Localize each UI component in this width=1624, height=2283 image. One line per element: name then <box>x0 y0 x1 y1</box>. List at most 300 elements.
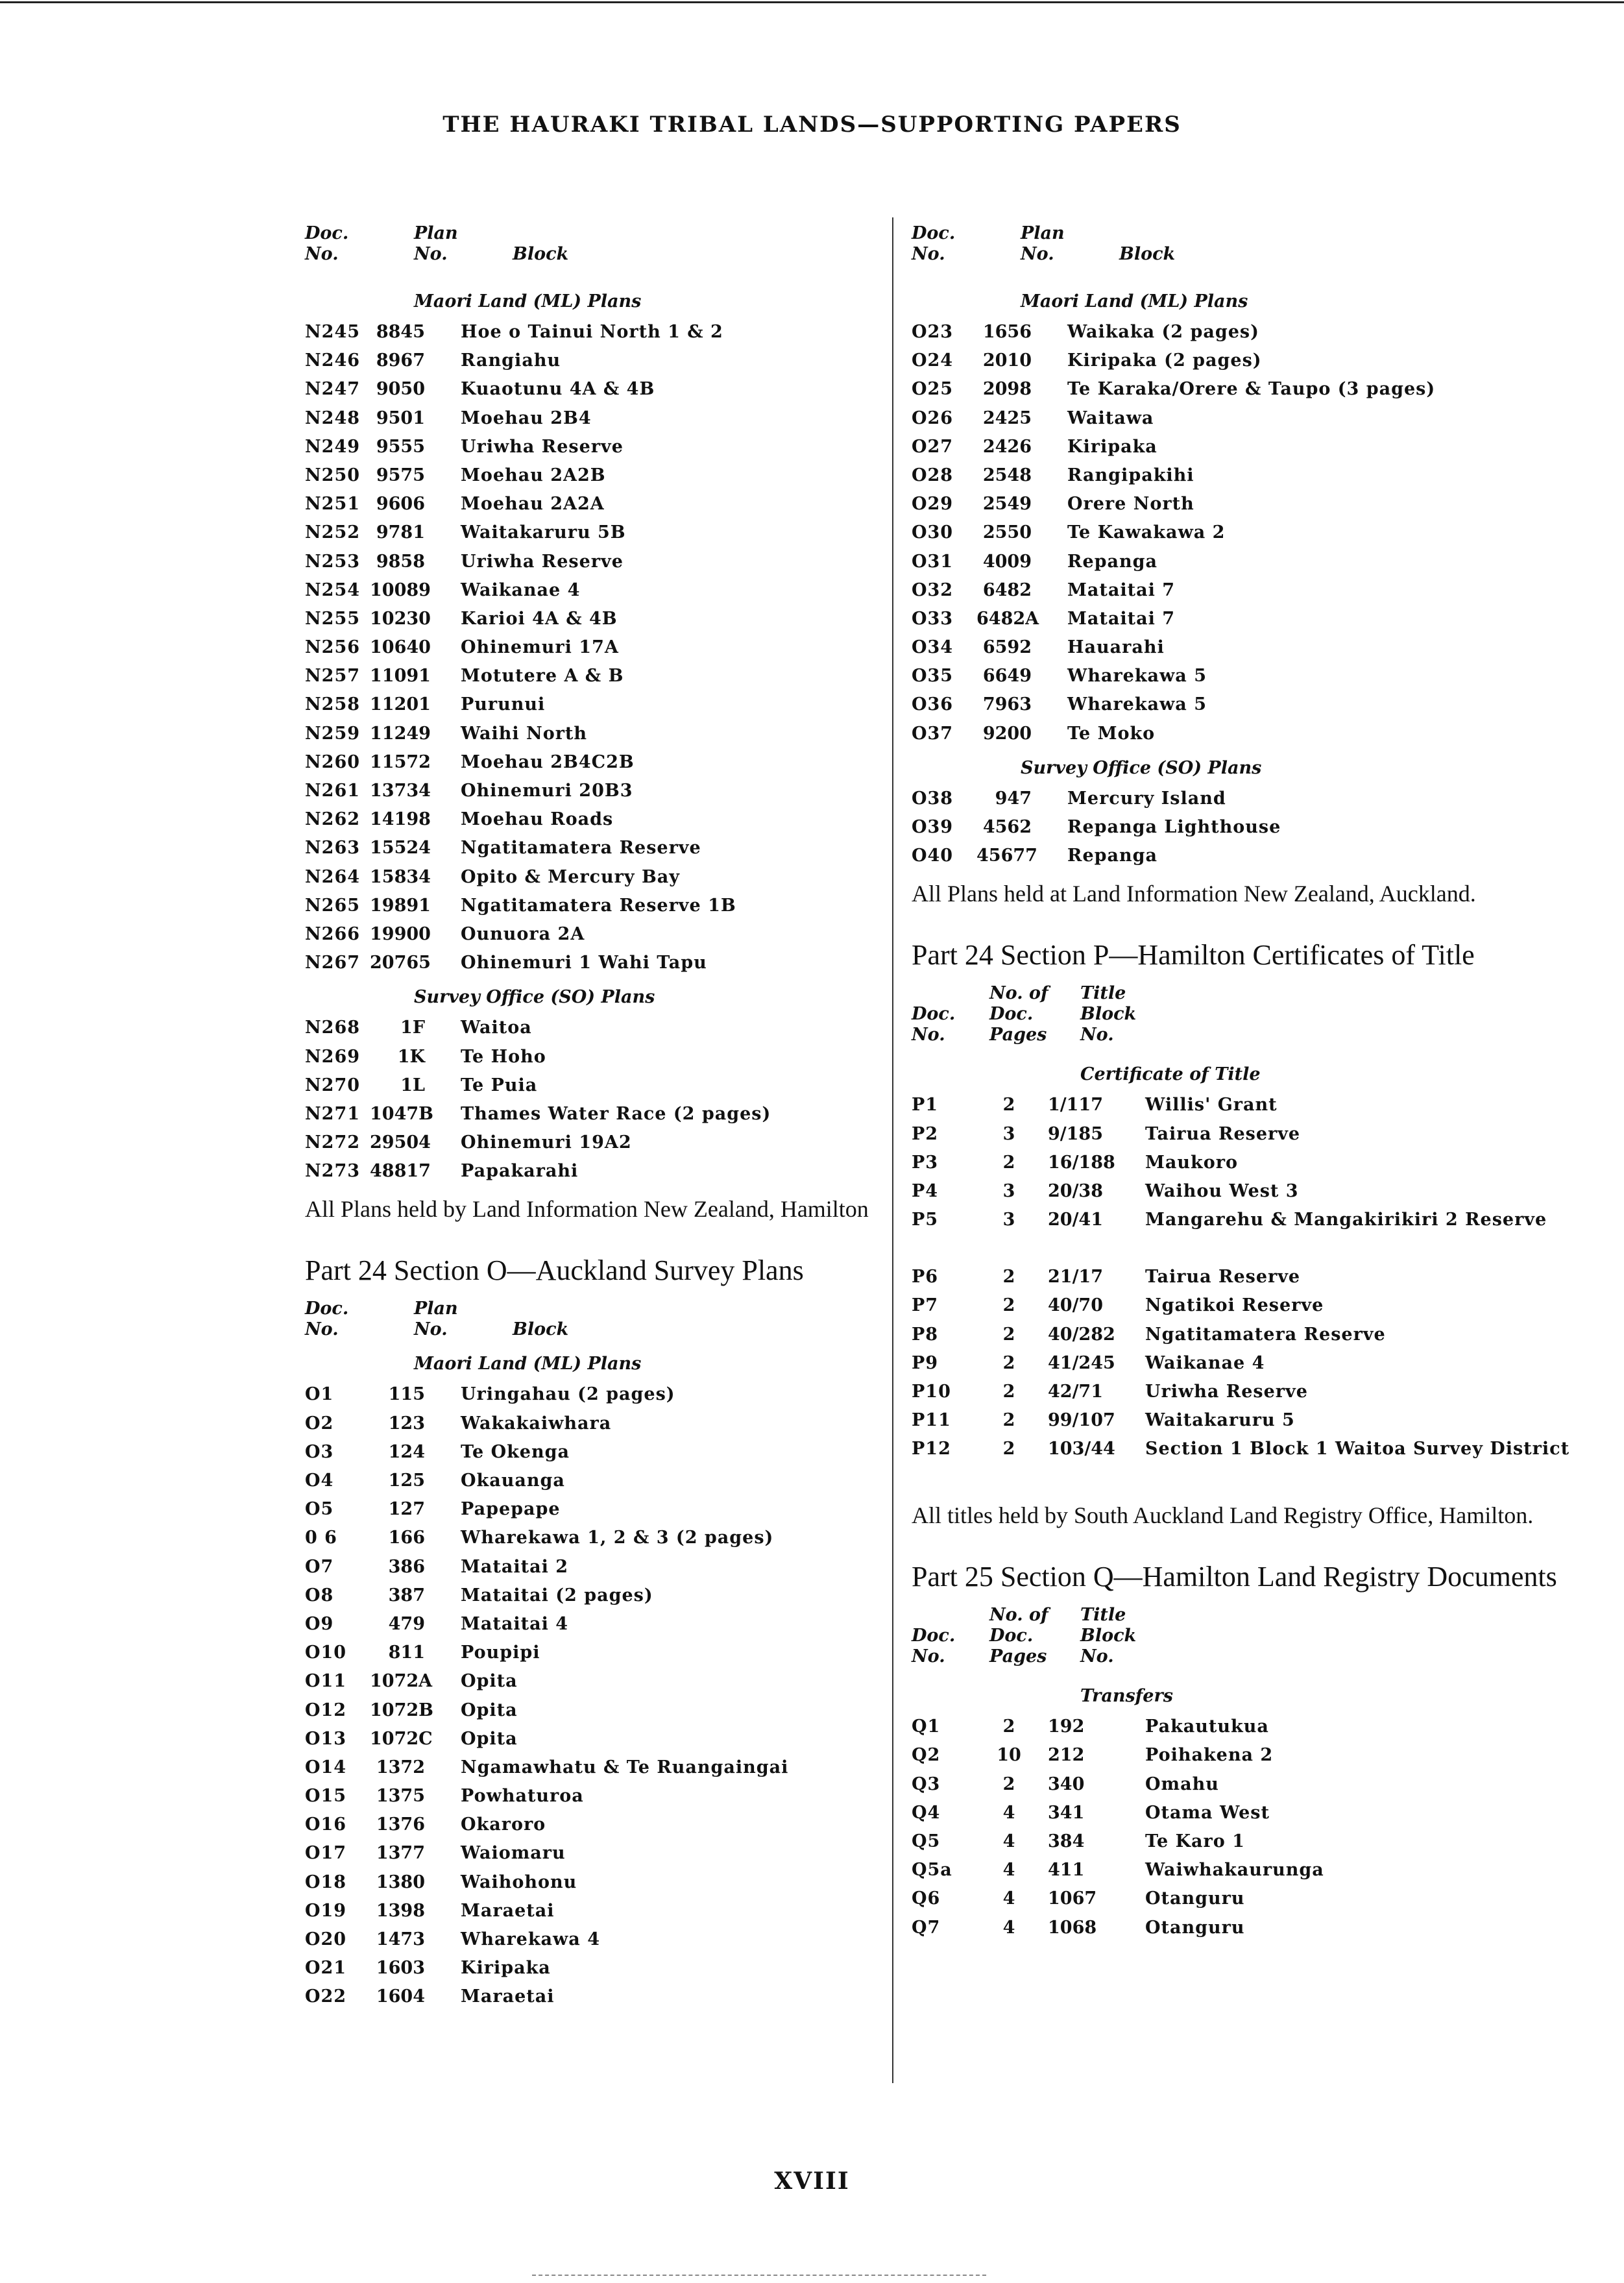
page-count: 2 <box>1002 1295 1015 1316</box>
plan-number: 9555 <box>376 436 425 457</box>
table-row <box>912 1349 1573 1378</box>
block-name: Te Puia <box>461 1075 538 1095</box>
table-row <box>305 1811 889 1839</box>
block-name: Mataitai 7 <box>1067 608 1176 629</box>
table-row <box>305 490 889 519</box>
block-name: Opita <box>461 1728 518 1749</box>
plan-number: 387 <box>388 1585 425 1605</box>
block-name: Moehau Roads <box>461 809 614 830</box>
table-row <box>305 318 889 347</box>
plan-number: 1603 <box>376 1958 425 1979</box>
table-row <box>305 1071 889 1100</box>
table-row <box>912 690 1573 719</box>
plan-number: 14198 <box>370 809 431 830</box>
plan-number: 19900 <box>370 923 431 944</box>
title-block-header: Title Block No. <box>1080 983 1137 1045</box>
block-name: Mangarehu & Mangakirikiri 2 Reserve <box>1145 1210 1547 1230</box>
block-name: Otanguru <box>1145 1917 1245 1938</box>
doc-number: O32 <box>912 580 954 600</box>
title-number: 20/41 <box>1048 1210 1104 1230</box>
plan-number: 2550 <box>982 522 1032 543</box>
plan-number: 6482A <box>976 608 1039 629</box>
block-name: Rangipakihi <box>1067 465 1194 485</box>
table-row <box>305 863 889 892</box>
plan-number: 15524 <box>370 838 431 859</box>
doc-number: P12 <box>912 1439 951 1459</box>
page-count: 2 <box>1002 1324 1015 1345</box>
doc-number: O36 <box>912 694 954 715</box>
doc-number: P6 <box>912 1267 939 1288</box>
block-name: Pakautukua <box>1145 1716 1269 1737</box>
block-name: Ngatikoi Reserve <box>1145 1295 1324 1316</box>
block-name: Moehau 2A2A <box>461 494 605 515</box>
doc-number: P7 <box>912 1295 939 1316</box>
doc-number: N266 <box>305 923 361 944</box>
doc-number: O16 <box>305 1814 347 1835</box>
page-count: 4 <box>1002 1888 1015 1909</box>
table-row <box>305 949 889 977</box>
doc-number: Q5 <box>912 1831 941 1851</box>
doc-number: N270 <box>305 1075 361 1095</box>
doc-number: N247 <box>305 379 361 400</box>
doc-number: O22 <box>305 1986 347 2007</box>
doc-number: N254 <box>305 580 361 600</box>
table-row <box>305 347 889 375</box>
block-name: Te Karo 1 <box>1145 1831 1245 1851</box>
plan-number: 20765 <box>370 953 431 973</box>
doc-number: P10 <box>912 1381 951 1402</box>
table-row <box>912 1291 1573 1320</box>
block-name: Ounuora 2A <box>461 923 585 944</box>
table-row <box>305 1014 889 1042</box>
plan-number: 1604 <box>376 1986 425 2007</box>
page-count: 4 <box>1002 1831 1015 1851</box>
o-ml-list-continued <box>912 318 1573 748</box>
table-row <box>912 1149 1573 1177</box>
table-row <box>305 519 889 547</box>
doc-number: N261 <box>305 781 361 801</box>
title-number: 9/185 <box>1048 1123 1104 1144</box>
table-row <box>912 1120 1573 1149</box>
doc-number: N272 <box>305 1132 361 1153</box>
table-row <box>305 1129 889 1157</box>
block-name: Mataitai 2 <box>461 1556 569 1577</box>
plan-number: 9858 <box>376 551 425 572</box>
doc-number: Q7 <box>912 1917 941 1938</box>
table-row <box>305 375 889 404</box>
table-row <box>912 1741 1573 1770</box>
table-row <box>912 720 1573 748</box>
doc-number: O8 <box>305 1585 334 1605</box>
block-name: Moehau 2B4C2B <box>461 751 635 772</box>
page-count: 4 <box>1002 1860 1015 1881</box>
doc-number: O40 <box>912 846 954 866</box>
plan-number: 11572 <box>370 751 431 772</box>
table-row <box>912 1799 1573 1827</box>
doc-number: P1 <box>912 1095 939 1116</box>
plan-number: 9781 <box>376 522 425 543</box>
page-count: 3 <box>1002 1180 1015 1201</box>
block-name: Opita <box>461 1671 518 1692</box>
plan-number: 2426 <box>982 436 1032 457</box>
q-list <box>912 1713 1573 1942</box>
plan-number: 2010 <box>982 350 1032 371</box>
table-row <box>305 1380 889 1409</box>
doc-number: O5 <box>305 1499 334 1520</box>
table-row <box>305 404 889 433</box>
hamilton-plans-note: All Plans held by Land Information New Zealand, Hamilton <box>305 1196 869 1223</box>
table-row <box>912 813 1573 842</box>
block-name: Ngatitamatera Reserve 1B <box>461 895 736 916</box>
plan-no-header: Plan No. <box>414 223 458 264</box>
doc-number: N257 <box>305 666 361 687</box>
block-name: Waihohonu <box>461 1872 577 1892</box>
doc-number: O12 <box>305 1700 347 1720</box>
table-row <box>305 461 889 490</box>
block-name: Ngatitamatera Reserve <box>1145 1324 1386 1345</box>
doc-number: P4 <box>912 1180 939 1201</box>
block-name: Ohinemuri 20B3 <box>461 781 633 801</box>
doc-number: O15 <box>305 1786 347 1807</box>
block-name: Te Moko <box>1067 723 1156 744</box>
plan-number: 8845 <box>376 322 425 342</box>
plan-number: 2549 <box>982 494 1032 515</box>
plan-number: 1656 <box>982 322 1032 342</box>
block-name: Mataitai (2 pages) <box>461 1585 653 1605</box>
table-row <box>305 1410 889 1438</box>
plan-no-header: Plan No. <box>1021 223 1065 264</box>
n-ml-list <box>305 318 889 977</box>
section-p-title: Part 24 Section P—Hamilton Certificates of Title <box>912 939 1475 971</box>
block-name: Moehau 2A2B <box>461 465 606 485</box>
title-number: 212 <box>1048 1745 1085 1766</box>
block-name: Otama West <box>1145 1802 1270 1823</box>
section-q-title: Part 25 Section Q—Hamilton Land Registry Documents <box>912 1561 1557 1593</box>
block-name: Tairua Reserve <box>1145 1267 1301 1288</box>
block-header: Block <box>1119 244 1176 264</box>
table-row <box>305 1725 889 1753</box>
plan-number: 6649 <box>982 666 1032 687</box>
page-count: 4 <box>1002 1917 1015 1938</box>
plan-number: 1376 <box>376 1814 425 1835</box>
block-header: Block <box>513 1319 569 1340</box>
block-name: Waihi North <box>461 723 588 744</box>
block-name: Te Okenga <box>461 1441 570 1462</box>
page-count: 3 <box>1002 1123 1015 1144</box>
block-name: Wharekawa 5 <box>1067 694 1207 715</box>
block-name: Opito & Mercury Bay <box>461 866 680 887</box>
title-table-header <box>912 1602 1573 1680</box>
left-column <box>305 221 889 2012</box>
table-row <box>912 1770 1573 1799</box>
doc-number: O3 <box>305 1441 334 1462</box>
table-row <box>305 805 889 834</box>
block-name: Uriwha Reserve <box>461 436 624 457</box>
table-row <box>912 519 1573 547</box>
table-row <box>305 1157 889 1186</box>
doc-number: P8 <box>912 1324 939 1345</box>
table-row <box>912 548 1573 576</box>
table-row <box>912 576 1573 605</box>
plan-number: 479 <box>388 1613 425 1634</box>
ml-plans-caption: Maori Land (ML) Plans <box>414 1354 642 1374</box>
title-number: 20/38 <box>1048 1180 1104 1201</box>
table-row <box>305 920 889 949</box>
o-so-list <box>912 785 1573 871</box>
plan-number: 1072C <box>370 1728 433 1749</box>
n-so-list <box>305 1014 889 1186</box>
block-name: Waitawa <box>1067 408 1154 428</box>
table-header <box>305 1296 889 1348</box>
doc-number: N253 <box>305 551 361 572</box>
plan-number: 9200 <box>982 723 1032 744</box>
top-rule <box>0 1 1624 3</box>
p-list <box>912 1091 1573 1492</box>
plan-number: 10230 <box>370 608 431 629</box>
doc-number: Q4 <box>912 1802 941 1823</box>
title-number: 40/282 <box>1048 1324 1115 1345</box>
auckland-plans-note: All Plans held at Land Information New Zealand, Auckland. <box>912 881 1476 907</box>
plan-number: 6482 <box>982 580 1032 600</box>
plan-number: 1047B <box>370 1103 433 1124</box>
block-name: Opita <box>461 1700 518 1720</box>
page-count: 2 <box>1002 1716 1015 1737</box>
right-column <box>912 221 1573 1942</box>
doc-number: O29 <box>912 494 954 515</box>
doc-number: O28 <box>912 465 954 485</box>
plan-number: 1372 <box>376 1757 425 1777</box>
table-row <box>912 404 1573 433</box>
page-count: 2 <box>1002 1352 1015 1373</box>
block-name: Waiomaru <box>461 1843 566 1864</box>
block-name: Kiripaka <box>461 1958 551 1979</box>
doc-number: O21 <box>305 1958 347 1979</box>
doc-number: N263 <box>305 838 361 859</box>
plan-no-header: Plan No. <box>414 1299 458 1340</box>
page-count: 2 <box>1002 1439 1015 1459</box>
table-row <box>912 490 1573 519</box>
block-name: Karioi 4A & 4B <box>461 608 618 629</box>
block-name: Ohinemuri 19A2 <box>461 1132 632 1153</box>
doc-number: N250 <box>305 465 361 485</box>
column-divider <box>892 217 893 2083</box>
page-count: 2 <box>1002 1410 1015 1431</box>
block-name: Ngatitamatera Reserve <box>461 838 701 859</box>
doc-number: N262 <box>305 809 361 830</box>
plan-number: 7963 <box>982 694 1032 715</box>
table-row <box>912 433 1573 461</box>
doc-number: O18 <box>305 1872 347 1892</box>
table-row <box>305 548 889 576</box>
table-row <box>912 633 1573 662</box>
plan-number: 811 <box>388 1642 425 1663</box>
doc-number: O11 <box>305 1671 347 1692</box>
plan-number: 124 <box>388 1441 425 1462</box>
plan-number: 11091 <box>370 666 431 687</box>
block-name: Rangiahu <box>461 350 561 371</box>
block-name: Te Kawakawa 2 <box>1067 522 1226 543</box>
block-name: Section 1 Block 1 Waitoa Survey District <box>1145 1439 1570 1459</box>
block-name: Te Karaka/Orere & Taupo (3 pages) <box>1067 379 1436 400</box>
block-name: Tairua Reserve <box>1145 1123 1301 1144</box>
plan-number: 166 <box>388 1528 425 1548</box>
table-row <box>305 1495 889 1524</box>
plan-number: 2425 <box>982 408 1032 428</box>
doc-no-header: Doc. No. <box>305 1299 349 1340</box>
doc-no-header: Doc. No. <box>912 1626 956 1667</box>
table-row <box>305 892 889 920</box>
doc-number: P11 <box>912 1410 951 1431</box>
doc-number: O38 <box>912 788 954 809</box>
table-row <box>305 576 889 605</box>
block-name: Repanga <box>1067 846 1157 866</box>
table-row <box>305 1983 889 2011</box>
title-number: 16/188 <box>1048 1152 1115 1173</box>
plan-number: 11201 <box>370 694 431 715</box>
title-number: 1/117 <box>1048 1095 1104 1116</box>
titles-note: All titles held by South Auckland Land Registry Office, Hamilton. <box>912 1502 1534 1529</box>
table-row <box>305 1553 889 1581</box>
doc-number: N264 <box>305 866 361 887</box>
title-number: 21/17 <box>1048 1267 1104 1288</box>
title-number: 99/107 <box>1048 1410 1115 1431</box>
pages-header: No. of Doc. Pages <box>989 983 1048 1045</box>
doc-number: O17 <box>305 1843 347 1864</box>
ml-plans-caption: Maori Land (ML) Plans <box>414 291 642 311</box>
doc-number: O23 <box>912 322 954 342</box>
block-name: Kiripaka <box>1067 436 1157 457</box>
table-row <box>912 1206 1573 1263</box>
table-row <box>305 433 889 461</box>
table-row <box>912 1827 1573 1856</box>
doc-number: N256 <box>305 637 361 658</box>
table-row <box>305 1696 889 1725</box>
table-row <box>305 1925 889 1954</box>
doc-number: N245 <box>305 322 361 342</box>
plan-number: 947 <box>995 788 1032 809</box>
block-header: Block <box>513 244 569 264</box>
block-name: Poupipi <box>461 1642 540 1663</box>
plan-number: 1F <box>400 1018 425 1038</box>
table-row <box>305 1438 889 1467</box>
block-name: Repanga Lighthouse <box>1067 817 1281 837</box>
block-name: Te Hoho <box>461 1046 546 1067</box>
doc-number: N260 <box>305 751 361 772</box>
block-name: Maraetai <box>461 1900 555 1921</box>
title-number: 341 <box>1048 1802 1085 1823</box>
doc-number: O27 <box>912 436 954 457</box>
block-name: Hoe o Tainui North 1 & 2 <box>461 322 723 342</box>
table-row <box>305 662 889 690</box>
plan-number: 1398 <box>376 1900 425 1921</box>
table-row <box>912 347 1573 375</box>
block-name: Waitakaruru 5 <box>1145 1410 1295 1431</box>
block-name: Papakarahi <box>461 1161 579 1182</box>
doc-number: O4 <box>305 1471 334 1491</box>
block-name: Thames Water Race (2 pages) <box>461 1103 771 1124</box>
doc-number: O2 <box>305 1413 334 1434</box>
block-name: Motutere A & B <box>461 666 624 687</box>
plan-number: 2548 <box>982 465 1032 485</box>
plan-number: 6592 <box>982 637 1032 658</box>
title-block-header: Title Block No. <box>1080 1605 1137 1667</box>
doc-number: O31 <box>912 551 954 572</box>
doc-number: P3 <box>912 1152 939 1173</box>
table-row <box>912 1321 1573 1349</box>
table-row <box>912 1177 1573 1206</box>
plan-number: 1K <box>397 1046 425 1067</box>
doc-number: O30 <box>912 522 954 543</box>
table-row <box>305 1782 889 1811</box>
ml-plans-caption: Maori Land (ML) Plans <box>1021 291 1248 311</box>
block-name: Orere North <box>1067 494 1194 515</box>
plan-number: 1L <box>400 1075 425 1095</box>
doc-number: O14 <box>305 1757 347 1777</box>
plan-number: 10089 <box>370 580 431 600</box>
table-row <box>305 777 889 805</box>
plan-number: 9050 <box>376 379 425 400</box>
table-row <box>305 1868 889 1897</box>
doc-number: Q3 <box>912 1774 941 1794</box>
page-count: 2 <box>1002 1774 1015 1794</box>
title-table-header <box>912 981 1573 1058</box>
table-row <box>912 1914 1573 1942</box>
block-name: Maraetai <box>461 1986 555 2007</box>
page-count: 2 <box>1002 1152 1015 1173</box>
table-row <box>305 605 889 633</box>
plan-number: 15834 <box>370 866 431 887</box>
table-row <box>305 633 889 662</box>
doc-number: O7 <box>305 1556 334 1577</box>
table-row <box>912 1263 1573 1291</box>
doc-number: P2 <box>912 1123 939 1144</box>
block-name: Waikaka (2 pages) <box>1067 322 1259 342</box>
doc-number: O10 <box>305 1642 347 1663</box>
block-name: Hauarahi <box>1067 637 1165 658</box>
table-row <box>912 1856 1573 1885</box>
doc-number: 0 6 <box>305 1528 337 1548</box>
doc-number: N259 <box>305 723 361 744</box>
doc-number: N252 <box>305 522 361 543</box>
plan-number: 4562 <box>982 817 1032 837</box>
plan-number: 19891 <box>370 895 431 916</box>
plan-number: 9606 <box>376 494 425 515</box>
block-name: Mataitai 7 <box>1067 580 1176 600</box>
table-row <box>305 1954 889 1983</box>
block-name: Mercury Island <box>1067 788 1226 809</box>
table-row <box>305 690 889 719</box>
table-row <box>305 1639 889 1667</box>
plan-number: 1375 <box>376 1786 425 1807</box>
doc-number: N246 <box>305 350 361 371</box>
plan-number: 9575 <box>376 465 425 485</box>
table-row <box>912 605 1573 633</box>
doc-number: P5 <box>912 1210 939 1230</box>
block-name: Willis' Grant <box>1145 1095 1278 1116</box>
block-name: Moehau 2B4 <box>461 408 592 428</box>
block-name: Waitoa <box>461 1018 532 1038</box>
block-name: Otanguru <box>1145 1888 1245 1909</box>
doc-number: N258 <box>305 694 361 715</box>
page-count: 2 <box>1002 1095 1015 1116</box>
plan-number: 127 <box>388 1499 425 1520</box>
block-name: Wharekawa 4 <box>461 1929 600 1949</box>
doc-number: Q5a <box>912 1860 952 1881</box>
doc-number: N271 <box>305 1103 361 1124</box>
table-row <box>305 1610 889 1639</box>
table-row <box>305 720 889 748</box>
table-row <box>912 318 1573 347</box>
